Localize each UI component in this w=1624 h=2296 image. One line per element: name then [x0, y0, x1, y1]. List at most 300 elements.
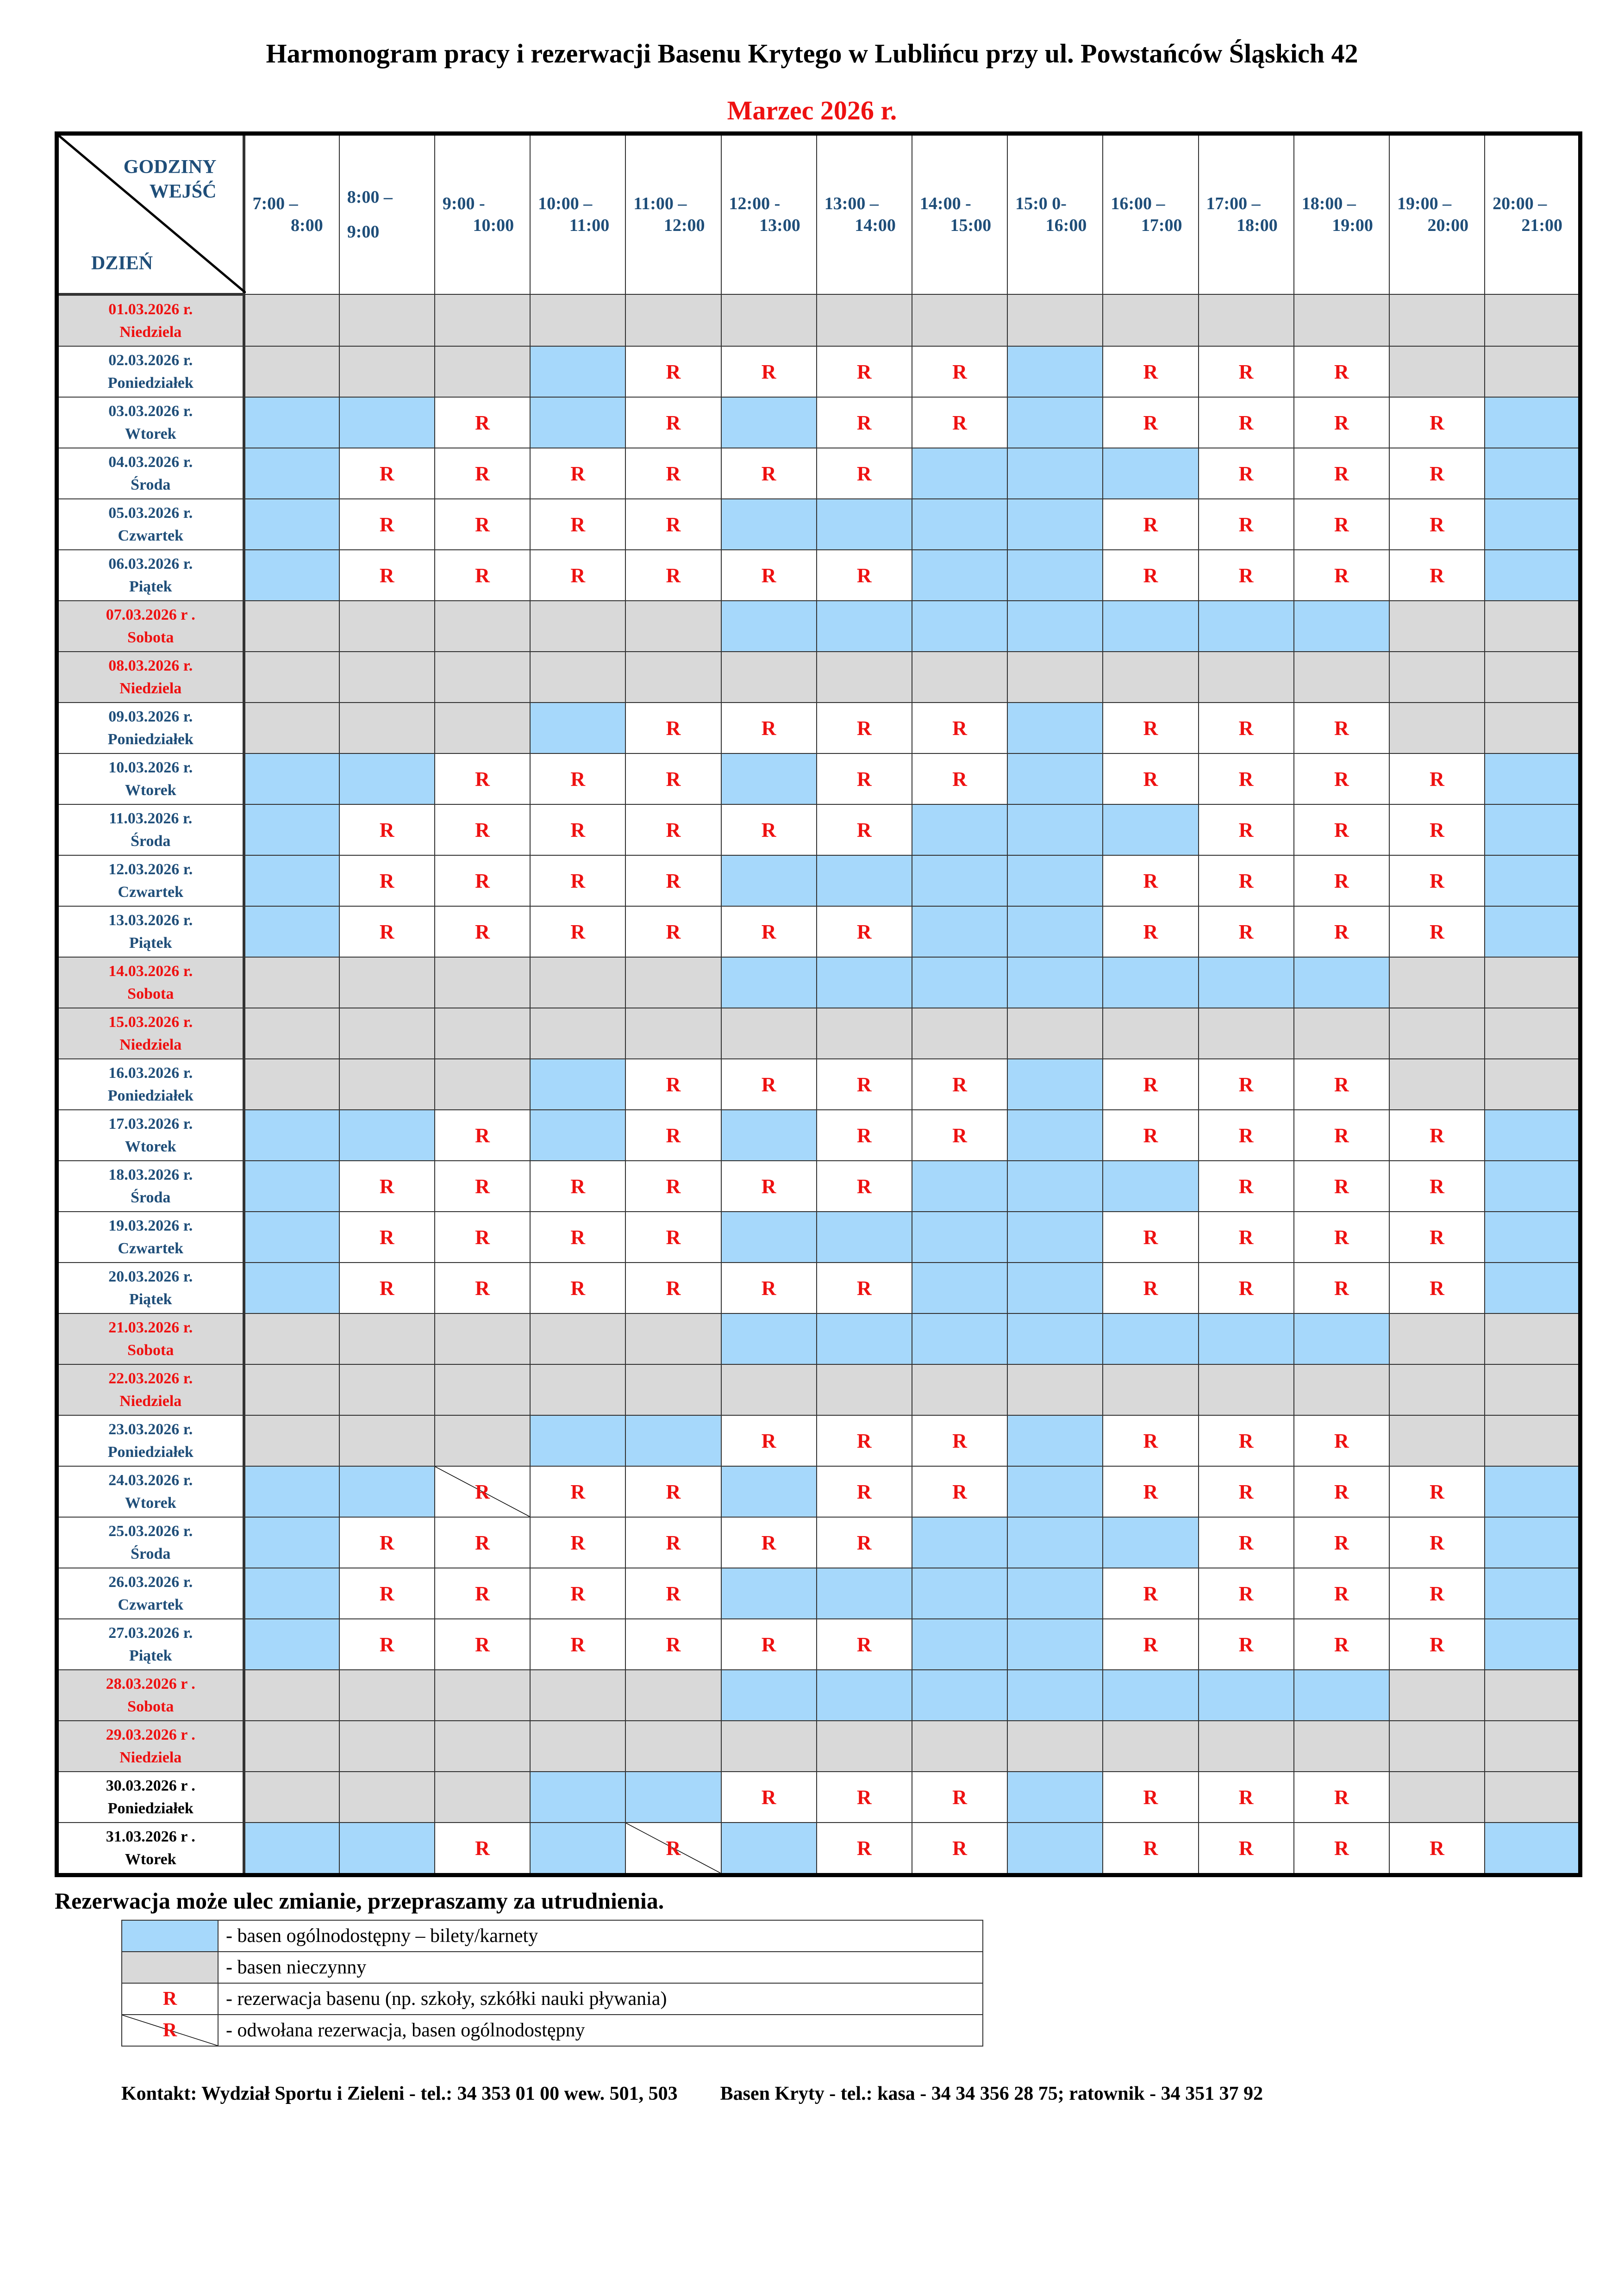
- reserved-slot: R: [625, 397, 721, 448]
- reserved-slot: R: [1199, 1619, 1294, 1670]
- closed-slot: [1485, 1364, 1580, 1415]
- closed-slot: [339, 1059, 435, 1110]
- open-slot: [912, 1670, 1007, 1721]
- closed-slot: [625, 957, 721, 1008]
- day-row: [57, 855, 1580, 906]
- closed-slot: [530, 294, 625, 346]
- reserved-slot: R: [721, 703, 817, 753]
- reserved-slot: R: [817, 703, 912, 753]
- open-slot: [912, 1263, 1007, 1313]
- closed-slot: [1199, 1364, 1294, 1415]
- day-row: [57, 1110, 1580, 1161]
- day-cell: [57, 1823, 244, 1875]
- reserved-slot: R: [435, 1823, 530, 1875]
- day-date: 01.03.2026 r.: [108, 300, 193, 318]
- legend-swatch: [122, 1983, 218, 2015]
- day-date: 20.03.2026 r.: [108, 1268, 193, 1285]
- reserved-slot: R: [625, 804, 721, 855]
- open-slot: [817, 499, 912, 550]
- closed-slot: [244, 652, 339, 703]
- open-slot: [244, 397, 339, 448]
- closed-slot: [435, 1008, 530, 1059]
- reserved-slot: R: [339, 1568, 435, 1619]
- open-slot: [912, 601, 1007, 652]
- day-date: 26.03.2026 r.: [108, 1573, 193, 1591]
- reserved-slot: R: [1103, 1772, 1198, 1823]
- day-date: 25.03.2026 r.: [108, 1522, 193, 1540]
- reserved-slot: R: [530, 1161, 625, 1212]
- reserved-slot: R: [1294, 1059, 1389, 1110]
- reserved-slot: R: [1294, 1466, 1389, 1517]
- open-slot: [1294, 601, 1389, 652]
- reserved-slot: R: [721, 906, 817, 957]
- open-slot: [1007, 1466, 1103, 1517]
- reserved-slot: R: [912, 346, 1007, 397]
- hour-header: [339, 134, 435, 295]
- reserved-slot: R: [1103, 499, 1198, 550]
- closed-slot: [1389, 652, 1485, 703]
- legend-description: - odwołana rezerwacja, basen ogólnodostępny: [218, 2015, 983, 2046]
- day-name: Niedziela: [119, 1393, 182, 1410]
- day-name: Piątek: [129, 1291, 172, 1308]
- open-slot: [244, 550, 339, 601]
- reserved-slot: R: [817, 1263, 912, 1313]
- day-date: 03.03.2026 r.: [108, 402, 193, 420]
- closed-slot: [339, 346, 435, 397]
- day-name: Sobota: [127, 1698, 174, 1715]
- legend-row: [122, 2015, 983, 2046]
- open-slot: [1007, 1263, 1103, 1313]
- legend-row: [122, 1983, 983, 2015]
- reserved-slot: R: [435, 1263, 530, 1313]
- reserved-slot: R: [530, 1263, 625, 1313]
- reserved-slot: R: [435, 1568, 530, 1619]
- open-slot: [530, 1059, 625, 1110]
- closed-slot: [435, 652, 530, 703]
- day-cell: [57, 1670, 244, 1721]
- open-slot: [1007, 703, 1103, 753]
- open-slot: [1007, 1619, 1103, 1670]
- reserved-slot: R: [1199, 855, 1294, 906]
- reserved-slot: R: [1199, 1212, 1294, 1263]
- day-name: Czwartek: [118, 1240, 184, 1257]
- open-slot: [1007, 601, 1103, 652]
- day-name: Poniedziałek: [107, 1087, 194, 1104]
- open-slot: [1485, 1263, 1580, 1313]
- open-slot: [1007, 957, 1103, 1008]
- reserved-slot: R: [1294, 448, 1389, 499]
- reserved-slot: R: [1103, 1568, 1198, 1619]
- open-slot: [1007, 753, 1103, 804]
- reserved-slot: R: [1199, 346, 1294, 397]
- closed-slot: [625, 1670, 721, 1721]
- open-slot: [244, 1466, 339, 1517]
- day-date: 15.03.2026 r.: [108, 1013, 193, 1031]
- reserved-slot: R: [1294, 1823, 1389, 1875]
- open-slot: [817, 1313, 912, 1364]
- closed-slot: [721, 294, 817, 346]
- legend-table: [121, 1920, 983, 2047]
- reserved-slot: R: [530, 753, 625, 804]
- day-cell: [57, 1721, 244, 1772]
- closed-slot: [1007, 1721, 1103, 1772]
- reserved-slot: R: [912, 397, 1007, 448]
- closed-slot: [1485, 652, 1580, 703]
- reserved-slot: R: [1294, 1772, 1389, 1823]
- closed-slot: [1199, 1721, 1294, 1772]
- reserved-slot: R: [435, 804, 530, 855]
- closed-slot: [1389, 1415, 1485, 1466]
- reserved-slot: R: [1199, 1772, 1294, 1823]
- day-name: Wtorek: [125, 1138, 176, 1155]
- open-slot: [721, 1823, 817, 1875]
- day-row: [57, 1772, 1580, 1823]
- open-slot: [339, 1823, 435, 1875]
- day-date: 11.03.2026 r.: [109, 809, 193, 827]
- day-row: [57, 1619, 1580, 1670]
- change-note: Rezerwacja może ulec zmianie, przepraszamy za utrudnienia.: [55, 1888, 664, 1914]
- reserved-slot: R: [625, 906, 721, 957]
- reserved-slot: R: [1103, 1212, 1198, 1263]
- hour-start: 19:00 –: [1397, 193, 1452, 213]
- open-slot: [1103, 448, 1198, 499]
- reserved-slot: R: [625, 448, 721, 499]
- day-cell: [57, 1415, 244, 1466]
- reserved-slot: R: [912, 1415, 1007, 1466]
- closed-slot: [625, 294, 721, 346]
- reserved-slot: R: [912, 1823, 1007, 1875]
- reserved-slot: R: [1294, 1161, 1389, 1212]
- closed-slot: [435, 346, 530, 397]
- reserved-slot: R: [721, 1161, 817, 1212]
- day-name: Piątek: [129, 934, 172, 952]
- closed-slot: [244, 703, 339, 753]
- reserved-slot: R: [1103, 550, 1198, 601]
- reserved-slot: R: [721, 1517, 817, 1568]
- open-slot: [339, 1110, 435, 1161]
- hour-start: 18:00 –: [1301, 193, 1356, 213]
- reserved-slot: R: [625, 1059, 721, 1110]
- closed-slot: [339, 1721, 435, 1772]
- reserved-slot: R: [1294, 855, 1389, 906]
- reserved-slot: R: [625, 753, 721, 804]
- open-slot: [530, 1772, 625, 1823]
- reserved-slot: R: [1294, 753, 1389, 804]
- day-cell: [57, 1568, 244, 1619]
- closed-slot: [530, 1721, 625, 1772]
- open-slot: [1007, 1772, 1103, 1823]
- open-slot: [244, 1517, 339, 1568]
- day-row: [57, 1721, 1580, 1772]
- closed-slot: [1007, 1364, 1103, 1415]
- reserved-slot: R: [1294, 1415, 1389, 1466]
- reserved-slot: R: [1199, 550, 1294, 601]
- open-slot: [244, 1110, 339, 1161]
- day-row: [57, 1263, 1580, 1313]
- day-date: 02.03.2026 r.: [108, 351, 193, 369]
- reserved-slot: R: [912, 703, 1007, 753]
- open-slot: [244, 906, 339, 957]
- reserved-slot: R: [625, 1568, 721, 1619]
- day-row: [57, 448, 1580, 499]
- reserved-slot: R: [1389, 906, 1485, 957]
- closed-slot: [1389, 1721, 1485, 1772]
- reserved-slot: R: [339, 855, 435, 906]
- hour-start: 10:00 –: [538, 193, 593, 213]
- day-date: 09.03.2026 r.: [108, 708, 193, 725]
- reserved-slot: R: [435, 753, 530, 804]
- day-row: [57, 1161, 1580, 1212]
- reserved-slot: R: [1199, 1823, 1294, 1875]
- hour-end: 13:00: [759, 216, 800, 235]
- schedule-table: [55, 131, 1582, 1877]
- day-row: [57, 1517, 1580, 1568]
- day-cell: [57, 1008, 244, 1059]
- hour-end: 11:00: [569, 216, 610, 235]
- reserved-slot: R: [625, 703, 721, 753]
- day-name: Środa: [131, 1189, 171, 1206]
- closed-slot: [244, 1313, 339, 1364]
- contact-line: [121, 2083, 1263, 2105]
- closed-slot: [1485, 1415, 1580, 1466]
- reserved-slot: R: [1294, 1110, 1389, 1161]
- closed-slot: [912, 652, 1007, 703]
- reserved-slot: R: [817, 550, 912, 601]
- open-slot: [339, 753, 435, 804]
- closed-slot: [721, 1008, 817, 1059]
- closed-slot: [1389, 703, 1485, 753]
- reserved-slot: R: [339, 1212, 435, 1263]
- hour-end: 9:00: [347, 222, 380, 242]
- reserved-slot: R: [1294, 499, 1389, 550]
- cancelled-reservation-slot: R: [435, 1466, 530, 1517]
- day-cell: [57, 1263, 244, 1313]
- reserved-slot: R: [1389, 855, 1485, 906]
- legend-swatch: [122, 1920, 218, 1952]
- hour-start: 20:00 –: [1493, 193, 1547, 213]
- open-slot: [244, 1568, 339, 1619]
- hour-header: [1007, 134, 1103, 295]
- legend-symbol: R: [162, 2020, 177, 2041]
- day-date: 19.03.2026 r.: [108, 1217, 193, 1234]
- day-date: 08.03.2026 r.: [108, 657, 193, 674]
- open-slot: [817, 957, 912, 1008]
- reserved-slot: R: [530, 906, 625, 957]
- closed-slot: [339, 1670, 435, 1721]
- closed-slot: [339, 1008, 435, 1059]
- closed-slot: [912, 1008, 1007, 1059]
- open-slot: [721, 1670, 817, 1721]
- reserved-slot: R: [1199, 1059, 1294, 1110]
- corner-hours-label: GODZINY WEJŚĆ: [123, 156, 217, 202]
- day-row: [57, 1008, 1580, 1059]
- day-row: [57, 1364, 1580, 1415]
- day-cell: [57, 294, 244, 346]
- closed-slot: [912, 1364, 1007, 1415]
- day-row: [57, 346, 1580, 397]
- reserved-slot: R: [1389, 1568, 1485, 1619]
- open-slot: [244, 499, 339, 550]
- reserved-slot: R: [530, 855, 625, 906]
- day-cell: [57, 753, 244, 804]
- closed-slot: [1389, 1313, 1485, 1364]
- open-slot: [721, 753, 817, 804]
- day-date: 21.03.2026 r.: [108, 1319, 193, 1336]
- day-cell: [57, 1619, 244, 1670]
- hour-header: [530, 134, 625, 295]
- day-cell: [57, 1059, 244, 1110]
- closed-slot: [435, 1364, 530, 1415]
- day-cell: [57, 1466, 244, 1517]
- reserved-slot: R: [625, 550, 721, 601]
- closed-slot: [339, 294, 435, 346]
- reserved-slot: R: [1103, 703, 1198, 753]
- reserved-slot: R: [817, 1772, 912, 1823]
- day-row: [57, 804, 1580, 855]
- closed-slot: [625, 1364, 721, 1415]
- closed-slot: [1485, 294, 1580, 346]
- closed-slot: [1485, 346, 1580, 397]
- closed-slot: [530, 1364, 625, 1415]
- reserved-slot: R: [817, 1110, 912, 1161]
- legend-description: - rezerwacja basenu (np. szkoły, szkółki nauki pływania): [218, 1983, 983, 2015]
- reserved-slot: R: [1199, 1110, 1294, 1161]
- day-cell: [57, 855, 244, 906]
- reserved-slot: R: [435, 906, 530, 957]
- closed-slot: [244, 1364, 339, 1415]
- reserved-slot: R: [1294, 804, 1389, 855]
- day-cell: [57, 804, 244, 855]
- legend-description: - basen ogólnodostępny – bilety/karnety: [218, 1920, 983, 1952]
- reserved-slot: R: [435, 1619, 530, 1670]
- reserved-slot: R: [339, 804, 435, 855]
- reserved-slot: R: [1389, 1619, 1485, 1670]
- day-date: 17.03.2026 r.: [108, 1115, 193, 1132]
- cancelled-reservation-slot: R: [625, 1823, 721, 1875]
- closed-slot: [435, 1313, 530, 1364]
- day-row: [57, 1059, 1580, 1110]
- open-slot: [1007, 346, 1103, 397]
- reserved-slot: R: [435, 855, 530, 906]
- open-slot: [1103, 1670, 1198, 1721]
- hour-end: 8:00: [291, 216, 323, 235]
- day-row: [57, 906, 1580, 957]
- reserved-slot: R: [625, 855, 721, 906]
- day-date: 28.03.2026 r .: [106, 1675, 195, 1692]
- day-row: [57, 1313, 1580, 1364]
- open-slot: [912, 1161, 1007, 1212]
- open-slot: [1485, 1212, 1580, 1263]
- open-slot: [1485, 1466, 1580, 1517]
- hour-end: 20:00: [1427, 216, 1469, 235]
- hour-start: 11:00 –: [633, 193, 687, 213]
- closed-slot: [721, 1364, 817, 1415]
- day-row: [57, 601, 1580, 652]
- closed-slot: [435, 1721, 530, 1772]
- reserved-slot: R: [1389, 397, 1485, 448]
- open-slot: [912, 448, 1007, 499]
- closed-slot: [1389, 1008, 1485, 1059]
- reserved-slot: R: [912, 1059, 1007, 1110]
- reserved-slot: R: [1294, 397, 1389, 448]
- open-slot: [721, 1466, 817, 1517]
- day-row: [57, 1415, 1580, 1466]
- open-slot: [530, 1823, 625, 1875]
- open-slot: [912, 550, 1007, 601]
- day-cell: [57, 1517, 244, 1568]
- reserved-slot: R: [530, 1568, 625, 1619]
- closed-slot: [339, 652, 435, 703]
- day-cell: [57, 1110, 244, 1161]
- reserved-slot: R: [817, 1415, 912, 1466]
- day-row: [57, 397, 1580, 448]
- reserved-slot: R: [339, 1161, 435, 1212]
- legend-row: [122, 1952, 983, 1983]
- day-name: Sobota: [127, 1342, 174, 1359]
- open-slot: [244, 804, 339, 855]
- day-date: 06.03.2026 r.: [108, 555, 193, 572]
- closed-slot: [1294, 294, 1389, 346]
- hour-end: 18:00: [1237, 216, 1278, 235]
- reserved-slot: R: [1103, 1619, 1198, 1670]
- reserved-slot: R: [339, 499, 435, 550]
- open-slot: [1485, 906, 1580, 957]
- reserved-slot: R: [530, 1212, 625, 1263]
- reserved-slot: R: [817, 1823, 912, 1875]
- open-slot: [1007, 550, 1103, 601]
- reserved-slot: R: [1389, 1263, 1485, 1313]
- day-date: 23.03.2026 r.: [108, 1420, 193, 1438]
- open-slot: [721, 957, 817, 1008]
- reserved-slot: R: [625, 1161, 721, 1212]
- closed-slot: [1294, 1008, 1389, 1059]
- closed-slot: [339, 703, 435, 753]
- closed-slot: [817, 294, 912, 346]
- day-name: Środa: [131, 1545, 171, 1562]
- open-slot: [1485, 448, 1580, 499]
- closed-slot: [1103, 1008, 1198, 1059]
- reserved-slot: R: [721, 1059, 817, 1110]
- reserved-slot: R: [1199, 1263, 1294, 1313]
- month-title: Marzec 2026 r.: [727, 95, 897, 125]
- open-slot: [1007, 1823, 1103, 1875]
- day-date: 30.03.2026 r .: [106, 1777, 195, 1794]
- open-slot: [625, 1772, 721, 1823]
- open-slot: [1007, 906, 1103, 957]
- reserved-slot: R: [1199, 499, 1294, 550]
- reserved-slot: R: [625, 346, 721, 397]
- closed-slot: [530, 1313, 625, 1364]
- reserved-slot: R: [817, 448, 912, 499]
- contact-sport-department: Kontakt: Wydział Sportu i Zieleni - tel.: 34 353 01 00 wew. 501, 503: [121, 2083, 678, 2104]
- open-slot: [1485, 397, 1580, 448]
- hour-header: [1389, 134, 1485, 295]
- day-cell: [57, 957, 244, 1008]
- closed-slot: [1389, 601, 1485, 652]
- open-slot: [912, 1212, 1007, 1263]
- closed-slot: [1485, 1008, 1580, 1059]
- hour-header: [721, 134, 817, 295]
- legend-row: [122, 1920, 983, 1952]
- reserved-slot: R: [1294, 906, 1389, 957]
- closed-slot: [721, 1721, 817, 1772]
- closed-slot: [339, 601, 435, 652]
- reserved-slot: R: [530, 804, 625, 855]
- reserved-slot: R: [817, 804, 912, 855]
- day-cell: [57, 1212, 244, 1263]
- reserved-slot: R: [1103, 1263, 1198, 1313]
- day-row: [57, 703, 1580, 753]
